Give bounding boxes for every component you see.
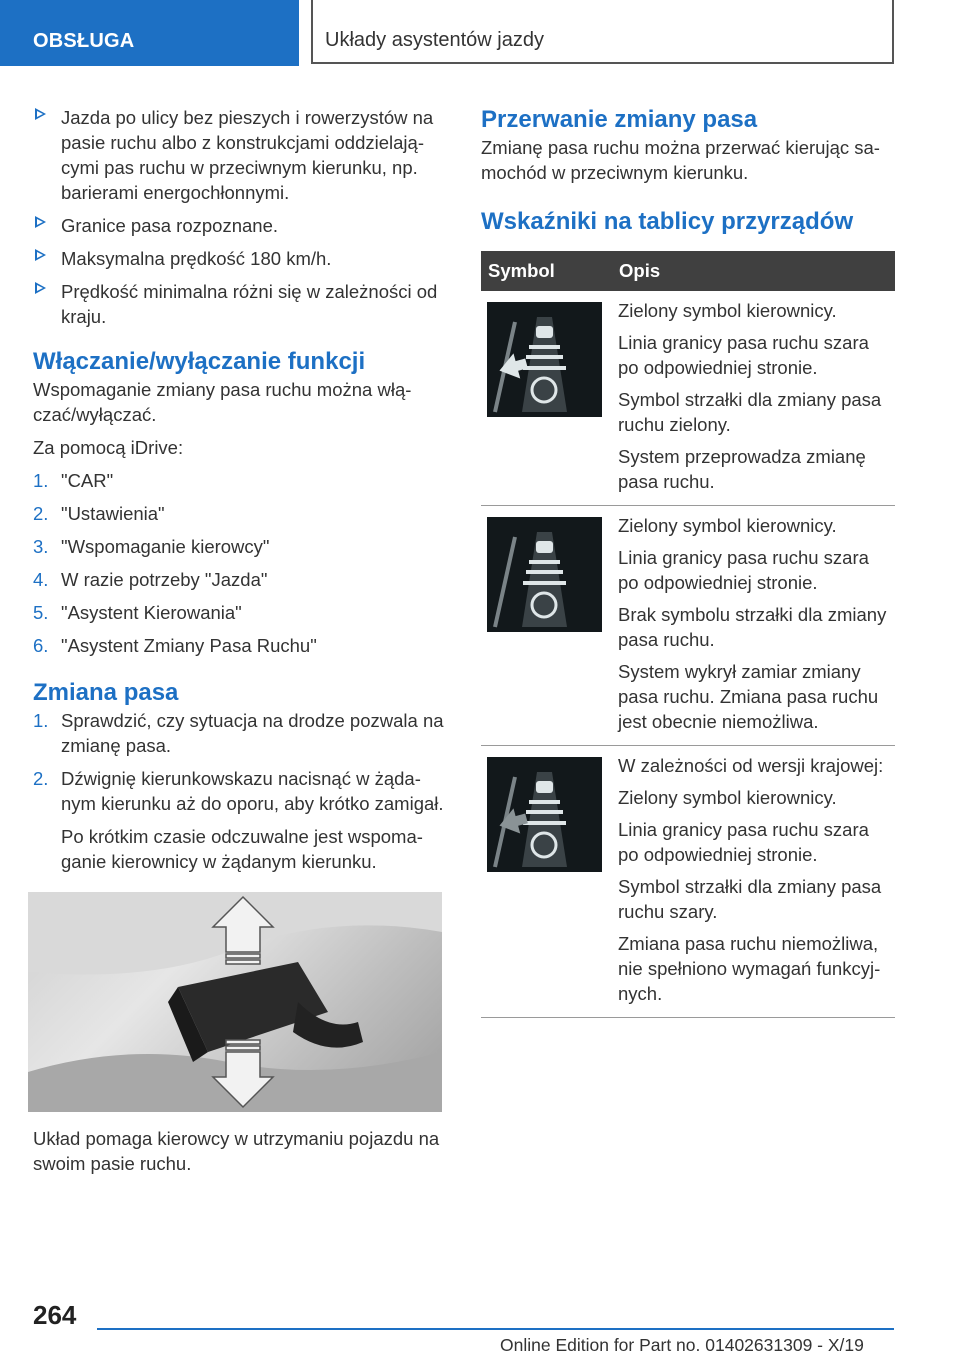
column-header-symbol: Symbol <box>481 251 612 291</box>
edition-note: Online Edition for Part no. 01402631309 - X/19 <box>500 1335 864 1355</box>
step-item: 5. "Asystent Kierowania" <box>33 602 242 623</box>
description-cell: W zależności od wersji krajowej: Zielony symbol kierownicy. Linia granicy pasa ruchu szara po odpowiedniej stronie. Symbol strzałki dla zmiany pasa ruchu szary. Zmiana pasa ruchu niemożliwa, nie spełniono wymagań funkcyjnych. <box>612 746 895 1018</box>
triangle-bullet-icon <box>35 282 46 294</box>
bullet-item: Granice pasa rozpoznane. <box>33 213 447 238</box>
paragraph: Wspomaganie zmiany pasa ruchu można włączać/wyłączać. <box>33 379 412 425</box>
step-note: Po krótkim czasie odczuwalne jest wspomaganie kierownicy w żądanym kierunku. <box>61 826 423 872</box>
turn-signal-lever-illustration <box>28 892 442 1112</box>
table-row <box>481 506 895 746</box>
page-number: 264 <box>33 1300 77 1330</box>
triangle-bullet-icon <box>35 249 46 261</box>
footer-divider <box>97 1328 894 1330</box>
turn-signal-lever-photo <box>28 892 442 1112</box>
chapter-tab <box>311 0 894 64</box>
heading-cancel-lane-change: Przerwanie zmiany pasa <box>481 106 758 133</box>
description-cell: Zielony symbol kierownicy. Linia granicy pasa ruchu szara po odpowiedniej stronie. Brak symbolu strzałki dla zmiany pasa ruchu. System wykrył zamiar zmiany pasa ruchu. Zmiana pasa ruchu jest obecnie niemożliwa. <box>612 506 895 746</box>
lane-change-arrow-green-icon <box>487 302 602 417</box>
table-header-row <box>481 251 895 291</box>
column-header-description: Opis <box>612 251 895 291</box>
bullet-item: Prędkość minimalna różni się w zależności od kraju. <box>33 279 447 329</box>
heading-toggle-function: Włączanie/wyłączanie funkcji <box>33 348 366 375</box>
paragraph: Zmianę pasa ruchu można przerwać kierując samochód w przeciwnym kierunku. <box>481 137 880 183</box>
step-item: 1. Sprawdzić, czy sytuacja na drodze pozwala na zmianę pasa. <box>33 710 444 756</box>
symbol-cell <box>481 506 612 746</box>
step-item: 2. Dźwignię kierunkowskazu nacisnąć w żądanym kierunku aż do oporu, aby krótko zamigał. <box>33 768 444 814</box>
symbol-cell <box>481 291 612 506</box>
table-row <box>481 291 895 506</box>
steering-wheel-no-arrow-icon <box>487 517 602 632</box>
step-item: 6. "Asystent Zmiany Pasa Ruchu" <box>33 635 317 656</box>
description-cell: Zielony symbol kierownicy. Linia granicy pasa ruchu szara po odpowiedniej stronie. Symbol strzałki dla zmiany pasa ruchu zielony. System przeprowadza zmianę pasa ruchu. <box>612 291 895 506</box>
lane-change-arrow-grey-icon <box>487 757 602 872</box>
triangle-bullet-icon <box>35 216 46 228</box>
indicator-table <box>481 251 895 1018</box>
right-column <box>481 105 895 1018</box>
paragraph: Za pomocą iDrive: <box>33 437 184 458</box>
section-tab <box>0 0 299 66</box>
step-item: 1. "CAR" <box>33 470 114 491</box>
step-item: 4. W razie potrzeby "Jazda" <box>33 569 268 590</box>
step-item: 2. "Ustawienia" <box>33 503 165 524</box>
symbol-cell <box>481 746 612 1018</box>
photo-caption: Układ pomaga kierowcy w utrzymaniu pojazdu na swoim pasie ruchu. <box>33 1128 440 1174</box>
heading-dashboard-indicators: Wskaźniki na tablicy przyrządów <box>481 208 854 235</box>
left-column <box>33 105 447 1184</box>
bullet-item: Maksymalna prędkość 180 km/h. <box>33 246 447 271</box>
triangle-bullet-icon <box>35 108 46 120</box>
table-row <box>481 746 895 1018</box>
chapter-title: Układy asystentów jazdy <box>325 29 544 51</box>
section-title: OBSŁUGA <box>33 30 135 52</box>
bullet-item: Jazda po ulicy bez pieszych i rowerzystów na pasie ruchu albo z konstrukcjami oddzielającymi pas ruchu w przeciwnym kierunku, np. barierami energochłonnymi. <box>33 105 447 205</box>
heading-lane-change: Zmiana pasa <box>33 679 179 706</box>
step-item: 3. "Wspomaganie kierowcy" <box>33 536 270 557</box>
